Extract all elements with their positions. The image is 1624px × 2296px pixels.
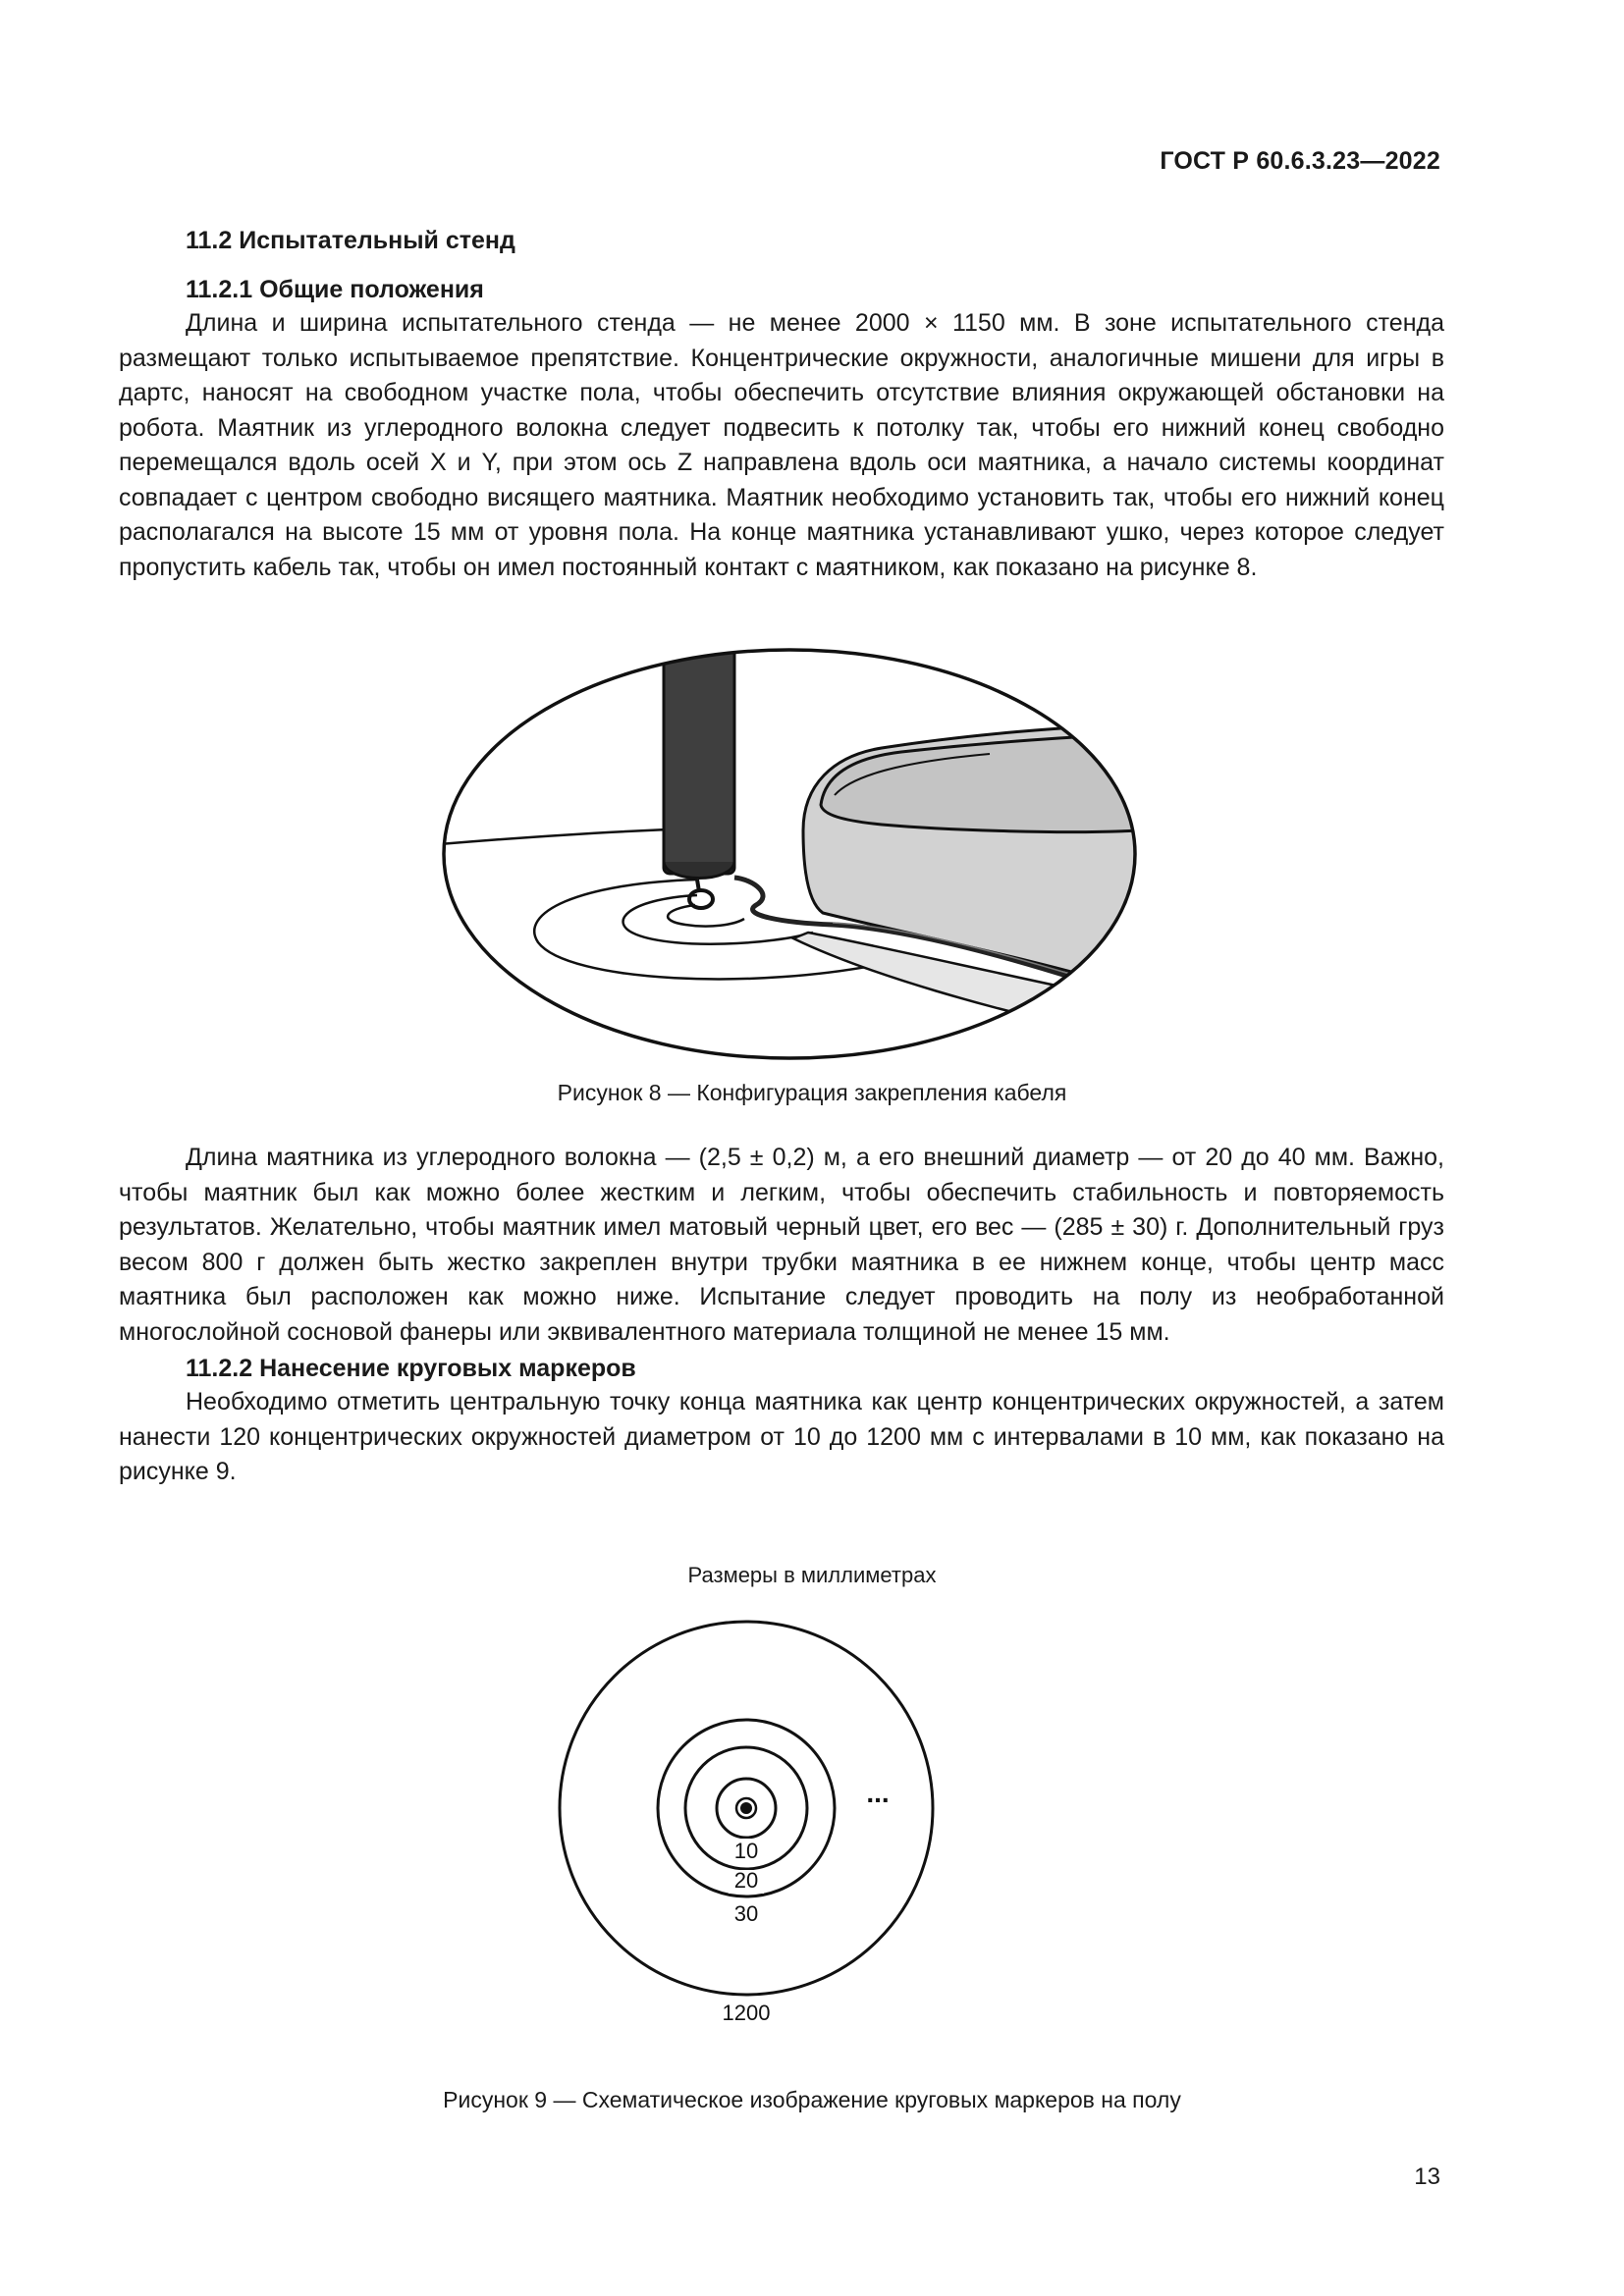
figure-9-circle-markers <box>550 1600 1021 2071</box>
figure-9-dimensions-note: Размеры в миллиметрах <box>687 1563 937 1587</box>
section-11-2-continued <box>119 1141 1444 1490</box>
center-dot <box>740 1802 752 1814</box>
label-10: 10 <box>733 1839 759 1863</box>
figure-9-caption: Рисунок 9 — Схематическое изображение круговых маркеров на полу <box>443 2087 1181 2112</box>
pendulum-specs-paragraph: Длина маятника из углеродного волокна — (2,5 ± 0,2) м, а его внешний диаметр — от 20 до 40 мм. Важно, чтобы маятник был как можно более жестким и легким, чтобы обеспечить стабильность и повторяемость результатов. Желательно, чтобы маятник имел матовый черный цвет, его вес — (285 ± 30) г. Дополнительный груз весом 800 г должен быть жестко закреплен внутри трубки маятника в ее нижнем конце, чтобы центр масс маятника был расположен как можно ниже. Испытание следует проводить на полу из необработанной многослойной сосновой фанеры или эквивалентного материала толщиной не менее 15 мм. <box>119 1144 1444 1346</box>
label-20: 20 <box>733 1868 759 1893</box>
subsection-11-2-1-title: 11.2.1 Общие положения <box>186 276 484 303</box>
subsection-11-2-2-paragraph: Необходимо отметить центральную точку конца маятника как центр концентрических окружностей, а затем нанести 120 концентрических окружностей диаметром от 10 до 1200 мм с интервалами в 10 мм, как показано на рисунке 9. <box>119 1388 1444 1485</box>
document-code: ГОСТ Р 60.6.3.23—2022 <box>1160 147 1440 175</box>
page-number: 13 <box>1414 2163 1440 2190</box>
label-30: 30 <box>733 1901 759 1926</box>
label-ellipsis: ... <box>866 1778 890 1808</box>
pendulum-rod <box>664 638 734 874</box>
label-1200: 1200 <box>722 2001 771 2025</box>
figure-8-caption: Рисунок 8 — Конфигурация закрепления кабеля <box>557 1080 1067 1105</box>
subsection-11-2-1-paragraph: Длина и ширина испытательного стенда — не менее 2000 × 1150 мм. В зоне испытательного стенда размещают только испытываемое препятствие. Концентрические окружности, аналогичные мишени для игры в дартс, наносят на свободном участке пола, чтобы обеспечить отсутствие влияния окружающей обстановки на робота. Маятник из углеродного волокна следует подвесить к потолку так, чтобы его нижний конец свободно перемещался вдоль осей X и Y, при этом ось Z направлена вдоль оси маятника, а начало системы координат совпадает с центром свободно висящего маятника. Маятник необходимо установить так, чтобы его нижний конец располагался на высоте 15 мм от уровня пола. На конце маятника устанавливают ушко, через которое следует пропустить кабель так, чтобы он имел постоянный контакт с маятником, как показано на рисунке 8. <box>119 309 1444 581</box>
figure-8-cable-illustration <box>440 638 1139 1060</box>
subsection-11-2-2-title: 11.2.2 Нанесение круговых маркеров <box>186 1355 636 1382</box>
section-11-2 <box>119 224 1444 585</box>
section-title: 11.2 Испытательный стенд <box>186 227 515 254</box>
